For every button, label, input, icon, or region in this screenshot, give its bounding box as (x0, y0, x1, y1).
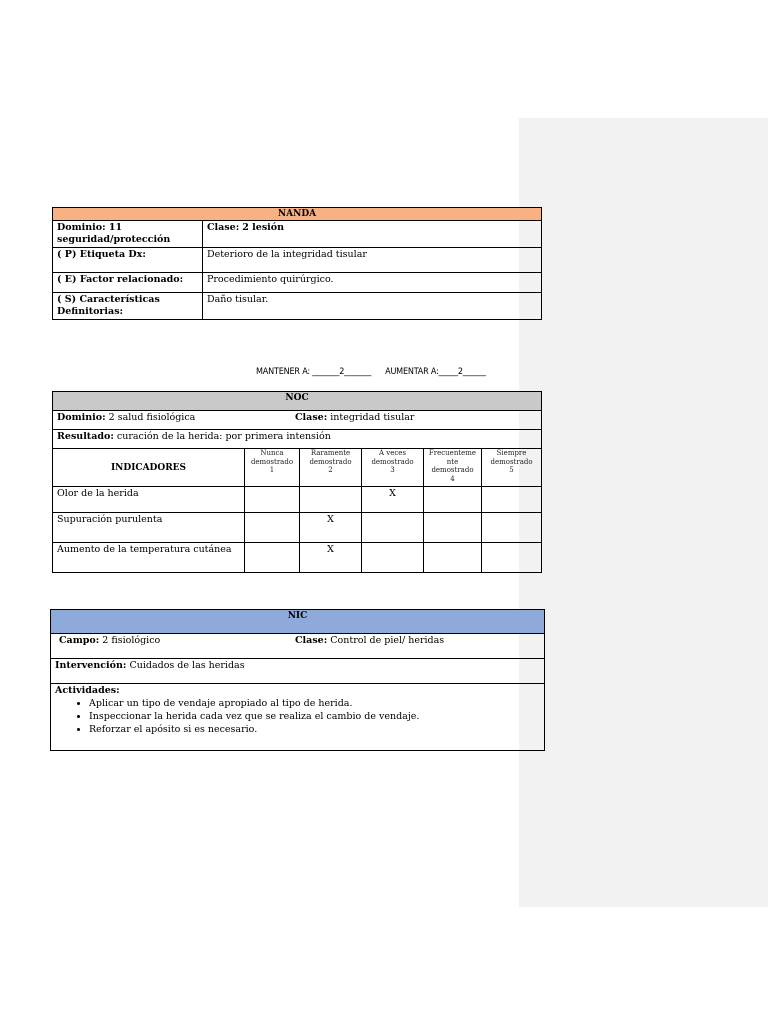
nanda-factor-label: ( E) Factor relacionado: (53, 273, 203, 293)
nic-clase-label: Clase: (295, 635, 328, 646)
scale-num-2: 2 (328, 466, 333, 474)
nanda-etiqueta-value: Deterioro de la integridad tisular (203, 248, 542, 273)
list-item: • Inspeccionar la herida cada vez que se realiza el cambio de vendaje. (89, 710, 540, 723)
noc-dominio-value: 2 salud fisiológica (108, 412, 196, 423)
nic-actividades-cell (51, 684, 545, 751)
table-row (53, 513, 542, 543)
noc-resultado-label: Resultado: (57, 431, 114, 442)
nic-title: NIC (51, 610, 545, 634)
scale-num-3: 3 (390, 466, 395, 474)
scale-header-2 (300, 449, 362, 487)
nanda-dominio: Dominio: 11 seguridad/protección (53, 221, 203, 248)
nanda-caracteristicas-label: ( S) Características Definitorias: (53, 293, 203, 320)
scale-header-5 (482, 449, 542, 487)
table-row (53, 543, 542, 573)
indicator-mark (424, 487, 482, 513)
scale-text-5: Siempre demostrado (490, 449, 533, 466)
noc-indicadores-header: INDICADORES (53, 449, 245, 487)
nanda-etiqueta-label: ( P) Etiqueta Dx: (53, 248, 203, 273)
aumentar-text: AUMENTAR A:_____2______ (385, 367, 486, 377)
indicator-mark (362, 543, 424, 573)
indicator-mark (245, 543, 300, 573)
indicator-mark (424, 513, 482, 543)
indicator-mark (482, 543, 542, 573)
noc-title: NOC (53, 392, 542, 411)
indicator-mark (482, 487, 542, 513)
indicator-mark (245, 513, 300, 543)
scale-header-1 (245, 449, 300, 487)
scale-header-4 (424, 449, 482, 487)
nic-actividades-list (55, 697, 540, 736)
noc-dominio-label: Dominio: (57, 412, 106, 423)
scale-num-1: 1 (269, 466, 275, 474)
nanda-clase (203, 221, 542, 248)
nic-campo-label: Campo: (59, 635, 100, 646)
nic-intervencion-value: Cuidados de las heridas (129, 660, 245, 671)
indicator-name: Aumento de la temperatura cutánea (53, 543, 245, 573)
scale-num-5: 5 (509, 466, 514, 474)
indicator-mark (245, 487, 300, 513)
nanda-clase-value: 2 lesión (242, 222, 285, 233)
nanda-title: NANDA (53, 208, 542, 221)
scale-text-4: Frecuenteme nte demostrado (428, 449, 477, 474)
indicator-mark (482, 513, 542, 543)
nanda-factor-value: Procedimiento quirúrgico. (203, 273, 542, 293)
nic-clase-value: Control de piel/ heridas (330, 635, 445, 646)
noc-resultado-row (53, 430, 542, 449)
nic-actividades-label: Actividades: (55, 685, 120, 696)
indicator-mark: X (362, 487, 424, 513)
indicator-mark (424, 543, 482, 573)
indicator-name: Olor de la herida (53, 487, 245, 513)
noc-dominio-clase-row (53, 411, 542, 430)
mantener-text: MANTENER A: _______2_______ (256, 367, 372, 377)
noc-clase-value: integridad tisular (330, 412, 415, 423)
indicator-mark: X (300, 513, 362, 543)
scale-num-4: 4 (450, 474, 455, 483)
noc-resultado-value: curación de la herida: por primera intensión (116, 431, 331, 442)
scale-target-line (256, 367, 486, 377)
nic-campo-clase-row (51, 634, 545, 659)
scale-header-3 (362, 449, 424, 487)
indicator-mark (362, 513, 424, 543)
nic-table (50, 609, 545, 751)
nanda-table (52, 207, 542, 320)
indicator-name: Supuración purulenta (53, 513, 245, 543)
noc-table (52, 391, 542, 573)
comment-margin (519, 118, 768, 907)
scale-text-3: A veces demostrado (371, 449, 414, 466)
indicator-mark (300, 487, 362, 513)
nic-intervencion-row (51, 659, 545, 684)
noc-clase-label: Clase: (295, 412, 328, 423)
nic-intervencion-label: Intervención: (55, 660, 127, 671)
list-item: • Reforzar el apósito si es necesario. (89, 723, 540, 736)
list-item: • Aplicar un tipo de vendaje apropiado al tipo de herida. (89, 697, 540, 710)
scale-text-2: Raramente demostrado (309, 449, 352, 466)
nanda-clase-label: Clase: (207, 222, 240, 233)
nanda-caracteristicas-value: Daño tisular. (203, 293, 542, 320)
nic-campo-value: 2 fisiológico (102, 635, 161, 646)
table-row (53, 487, 542, 513)
scale-text-1: Nunca demostrado (250, 449, 294, 466)
indicator-mark: X (300, 543, 362, 573)
